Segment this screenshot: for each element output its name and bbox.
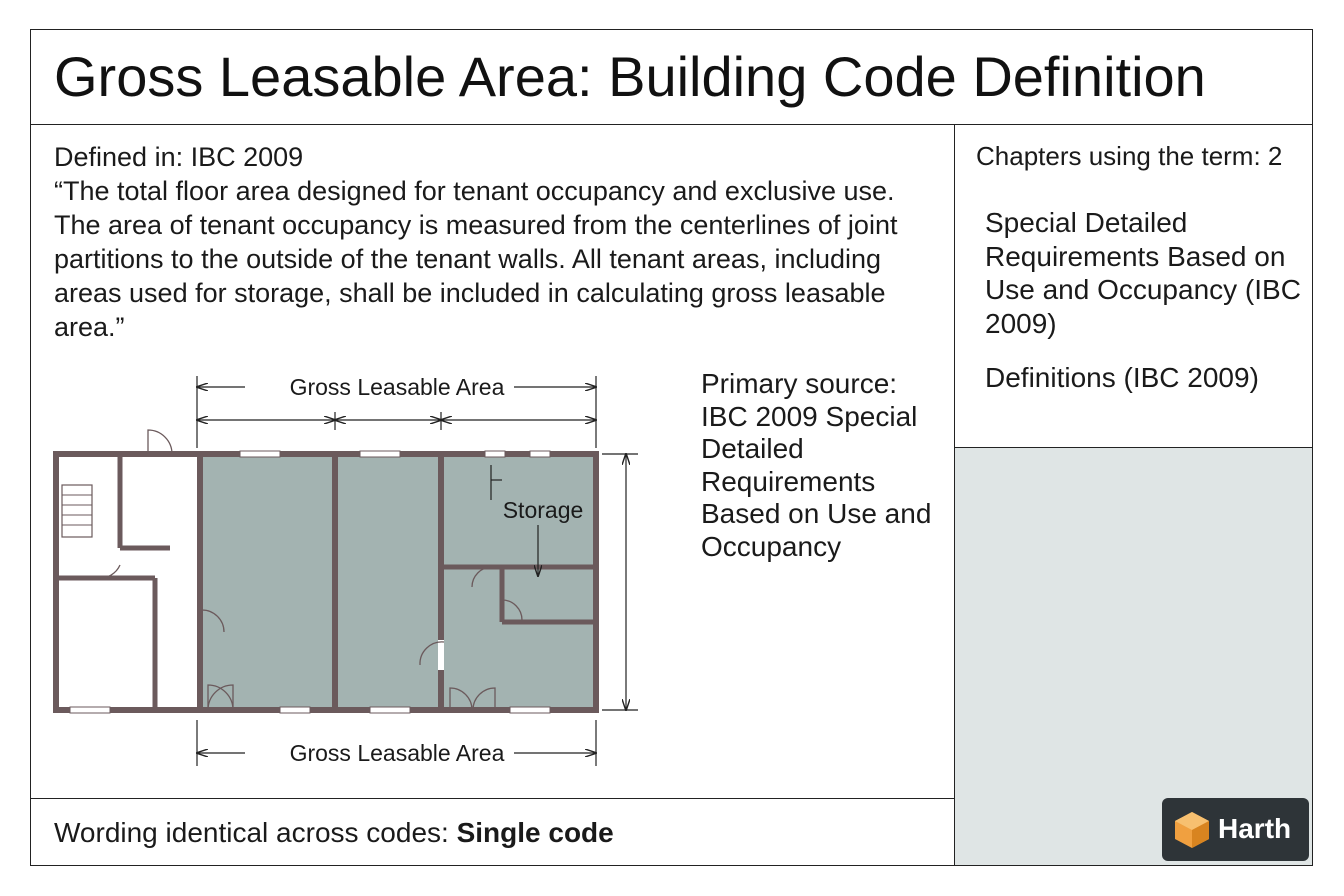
primary-source: Primary source: IBC 2009 Special Detailed Requirements Based on Use and Occupancy (701, 368, 932, 562)
cube-icon (1172, 810, 1212, 850)
bottom-dimension-label: Gross Leasable Area (289, 740, 505, 766)
chapter-list (985, 206, 1305, 416)
tenant-area-1 (202, 457, 332, 709)
title-row (30, 29, 1313, 125)
tenant-area-3 (444, 457, 594, 709)
logo-text: Harth (1218, 813, 1292, 844)
definition-block (54, 140, 934, 344)
storage-label: Storage (502, 497, 584, 523)
chapter-item[interactable]: Special Detailed Requirements Based on Use and Occupancy (IBC 2009) (985, 207, 1301, 339)
footer-label: Wording identical across codes: (54, 817, 457, 848)
chapter-item[interactable]: Definitions (IBC 2009) (985, 362, 1259, 393)
footer-divider (30, 798, 955, 799)
chapters-heading: Chapters using the term: 2 (976, 141, 1283, 171)
tenant-area-2 (338, 457, 438, 709)
page-title: Gross Leasable Area: Building Code Definition (54, 45, 1206, 108)
defined-in-label: Defined in: IBC 2009 (54, 142, 304, 172)
definition-quote: “The total floor area designed for tenant occupancy and exclusive use. The area of tenant occupancy is measured from the centerlines of joint partitions to the outside of the tenant walls. All tenant areas, including areas used for storage, shall be included in calculating gross leasable area.” (54, 176, 898, 342)
top-dimension-label: Gross Leasable Area (289, 374, 505, 400)
footer-note (54, 815, 614, 851)
brand-logo (1162, 798, 1309, 861)
footer-value: Single code (456, 817, 614, 848)
floor-plan-diagram (40, 360, 660, 780)
